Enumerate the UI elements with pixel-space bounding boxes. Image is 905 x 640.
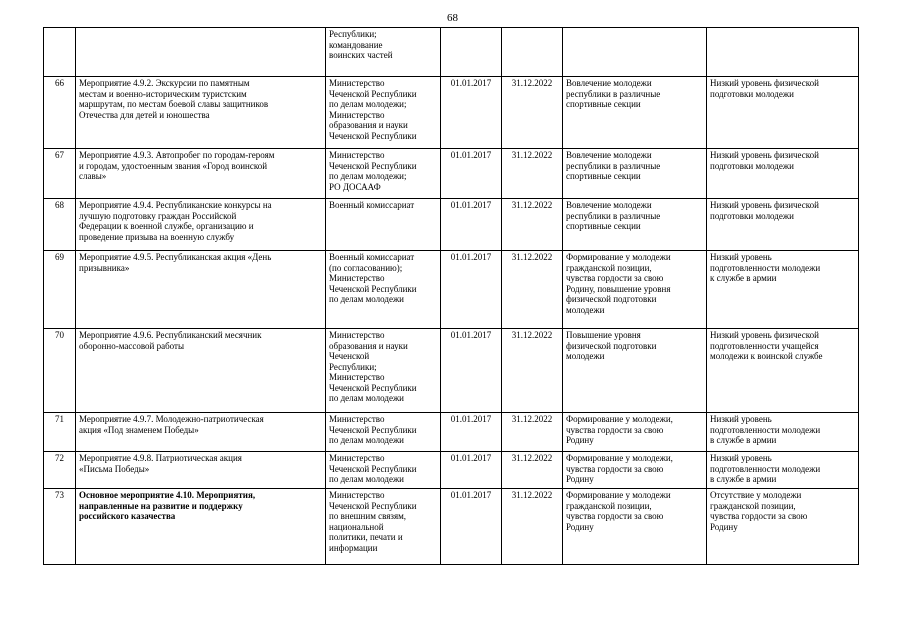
risk-line: Низкий уровень физической	[710, 330, 819, 340]
cell-measure	[76, 251, 326, 329]
result-line: Формирование у молодежи	[566, 252, 671, 262]
cell-number: 69	[44, 251, 76, 329]
table-row	[44, 329, 859, 413]
executor-line: Республики;	[329, 29, 377, 39]
cell-risk	[707, 77, 859, 149]
risk-line: подготовки молодежи	[710, 160, 794, 171]
result-line: Родину, повышение уровня	[566, 283, 671, 294]
result-line: Родину	[566, 435, 594, 445]
cell-result	[563, 149, 707, 199]
executor-line: по делам молодежи	[329, 435, 404, 445]
risk-line: к службе в армии	[710, 273, 777, 283]
result-line: молодежи	[566, 304, 605, 315]
cell-num	[44, 28, 76, 77]
measure-line: маршрутам, по местам боевой славы защитников	[79, 99, 269, 109]
risk-line: подготовки молодежи	[710, 88, 794, 99]
cell-result	[563, 413, 707, 452]
risk-line: гражданской позиции,	[710, 500, 796, 511]
measure-line: акция «Под знаменем Победы»	[79, 424, 199, 435]
risk-line: Низкий уровень физической	[710, 150, 819, 160]
cell-number: 68	[44, 199, 76, 251]
cell-risk	[707, 149, 859, 199]
executor-line: Чеченской Республики	[329, 130, 417, 141]
cell-start-date: 01.01.2017	[441, 329, 502, 413]
result-line: Формирование у молодежи,	[566, 414, 673, 424]
result-line: Родину	[566, 474, 594, 484]
cell-risk	[707, 489, 859, 565]
measure-line: Основное мероприятие 4.10. Мероприятия,	[79, 490, 256, 500]
cell-number: 67	[44, 149, 76, 199]
cell-executor	[326, 149, 441, 199]
risk-line: Отсутствие у молодежи	[710, 490, 802, 500]
executor-line: воинских частей	[329, 50, 393, 60]
cell-start-date: 01.01.2017	[441, 413, 502, 452]
risk-line: подготовки молодежи	[710, 210, 794, 221]
measure-line: лучшую подготовку граждан Российской	[79, 210, 237, 221]
cell-end-date: 31.12.2022	[502, 413, 563, 452]
risk-line: Низкий уровень физической	[710, 78, 819, 88]
cell-start-date: 01.01.2017	[441, 489, 502, 565]
table-row-continuation	[44, 28, 859, 77]
result-line: гражданской позиции,	[566, 500, 652, 511]
cell-measure	[76, 199, 326, 251]
executor-line: Чеченской Республики	[329, 500, 417, 511]
table-row	[44, 77, 859, 149]
executor-line: Чеченской Республики	[329, 283, 417, 294]
measure-line: Мероприятие 4.9.6. Республиканский месячник	[79, 330, 262, 340]
executor-line: (по согласованию);	[329, 262, 403, 273]
measure-line: Мероприятие 4.9.7. Молодежно-патриотическая	[79, 414, 264, 424]
cell-number: 72	[44, 452, 76, 489]
executor-line: Министерство	[329, 453, 385, 463]
measure-line: Мероприятие 4.9.3. Автопробег по городам-героям	[79, 150, 275, 160]
cell-result	[563, 489, 707, 565]
executor-line: РО ДОСААФ	[329, 181, 381, 192]
measure-line: Федерации к военной службе, организацию и	[79, 221, 254, 231]
cell-executor	[326, 329, 441, 413]
cell-start-date	[441, 28, 502, 77]
cell-number: 73	[44, 489, 76, 565]
executor-line: Министерство	[329, 372, 385, 382]
cell-measure	[76, 489, 326, 565]
measure-line: оборонно-массовой работы	[79, 340, 185, 351]
cell-start-date: 01.01.2017	[441, 149, 502, 199]
cell-executor	[326, 77, 441, 149]
risk-line: Низкий уровень	[710, 252, 772, 262]
cell-number: 66	[44, 77, 76, 149]
result-line: гражданской позиции,	[566, 262, 652, 273]
cell-executor	[326, 28, 441, 77]
cell-risk	[707, 199, 859, 251]
risk-line: Низкий уровень	[710, 414, 772, 424]
cell-executor	[326, 489, 441, 565]
measure-line: Мероприятие 4.9.2. Экскурсии по памятным	[79, 78, 250, 88]
executor-line: по делам молодежи;	[329, 99, 407, 109]
result-line: Вовлечение молодежи	[566, 78, 652, 88]
result-line: чувства гордости за свою	[566, 463, 664, 474]
executor-line: Чеченской Республики	[329, 88, 417, 99]
executor-line: Чеченской Республики	[329, 463, 417, 474]
executor-line: Министерство	[329, 109, 385, 120]
measure-line: «Письма Победы»	[79, 463, 150, 474]
table-row	[44, 413, 859, 452]
result-line: спортивные секции	[566, 171, 641, 181]
program-measures-table	[43, 27, 859, 565]
measure-line: Мероприятие 4.9.8. Патриотическая акция	[79, 453, 242, 463]
measure-line: проведение призыва на военную службу	[79, 231, 235, 242]
executor-line: по делам молодежи	[329, 474, 404, 484]
cell-end-date: 31.12.2022	[502, 251, 563, 329]
executor-line: по делам молодежи	[329, 294, 404, 304]
cell-result	[563, 199, 707, 251]
executor-line: Министерство	[329, 150, 385, 160]
cell-risk	[707, 413, 859, 452]
executor-line: образования и науки	[329, 340, 408, 351]
result-line: Формирование у молодежи,	[566, 453, 673, 463]
risk-line: в службе в армии	[710, 474, 777, 484]
cell-measure	[76, 329, 326, 413]
cell-executor	[326, 413, 441, 452]
risk-line: в службе в армии	[710, 435, 777, 445]
executor-line: Чеченской Республики	[329, 382, 417, 393]
measure-line: Отечества для детей и юношества	[79, 109, 210, 120]
executor-line: Министерство	[329, 273, 385, 283]
cell-risk	[707, 28, 859, 77]
risk-line: Низкий уровень	[710, 453, 772, 463]
risk-line: чувства гордости за свою	[710, 511, 808, 521]
executor-line: Чеченской Республики	[329, 424, 417, 435]
measure-line: местам и военно-историческим туристским	[79, 88, 247, 99]
cell-result	[563, 77, 707, 149]
executor-line: Республики;	[329, 361, 377, 372]
result-line: физической подготовки	[566, 294, 657, 304]
result-line: республики в различные	[566, 160, 661, 171]
executor-line: образования и науки	[329, 120, 408, 130]
cell-end-date: 31.12.2022	[502, 489, 563, 565]
executor-line: по делам молодежи	[329, 393, 404, 403]
result-line: молодежи	[566, 351, 605, 361]
cell-measure	[76, 77, 326, 149]
cell-result	[563, 452, 707, 489]
measure-line: российского казачества	[79, 511, 176, 521]
result-line: республики в различные	[566, 210, 661, 221]
executor-line: командование	[329, 39, 383, 50]
executor-line: Военный комиссариат	[329, 200, 415, 210]
result-line: спортивные секции	[566, 221, 641, 231]
cell-end-date: 31.12.2022	[502, 199, 563, 251]
cell-start-date: 01.01.2017	[441, 251, 502, 329]
executor-line: Министерство	[329, 330, 385, 340]
measure-line: Мероприятие 4.9.5. Республиканская акция «День	[79, 252, 272, 262]
cell-measure	[76, 28, 326, 77]
result-line: Вовлечение молодежи	[566, 200, 652, 210]
cell-start-date: 01.01.2017	[441, 199, 502, 251]
measure-line: Мероприятие 4.9.4. Республиканские конкурсы на	[79, 200, 272, 210]
cell-executor	[326, 199, 441, 251]
table-row	[44, 489, 859, 565]
result-line: чувства гордости за свою	[566, 273, 664, 283]
table-row	[44, 149, 859, 199]
result-line: Родину	[566, 521, 594, 532]
cell-measure	[76, 413, 326, 452]
result-line: чувства гордости за свою	[566, 511, 664, 521]
cell-executor	[326, 251, 441, 329]
cell-risk	[707, 251, 859, 329]
cell-start-date: 01.01.2017	[441, 452, 502, 489]
cell-executor	[326, 452, 441, 489]
cell-risk	[707, 329, 859, 413]
executor-line: Министерство	[329, 490, 385, 500]
risk-line: Родину	[710, 521, 738, 532]
cell-measure	[76, 452, 326, 489]
executor-line: Министерство	[329, 414, 385, 424]
cell-result	[563, 251, 707, 329]
cell-result	[563, 28, 707, 77]
risk-line: молодежи к воинской службе	[710, 351, 823, 361]
risk-line: подготовленности молодежи	[710, 262, 821, 273]
risk-line: подготовленности молодежи	[710, 424, 821, 435]
result-line: республики в различные	[566, 88, 661, 99]
result-line: Вовлечение молодежи	[566, 150, 652, 160]
risk-line: подготовленности молодежи	[710, 463, 821, 474]
measure-line: призывника»	[79, 262, 130, 273]
table-row	[44, 199, 859, 251]
cell-start-date: 01.01.2017	[441, 77, 502, 149]
result-line: физической подготовки	[566, 340, 657, 351]
cell-end-date: 31.12.2022	[502, 149, 563, 199]
cell-measure	[76, 149, 326, 199]
cell-risk	[707, 452, 859, 489]
cell-number: 71	[44, 413, 76, 452]
executor-line: Военный комиссариат	[329, 252, 415, 262]
measure-line: славы»	[79, 171, 107, 181]
executor-line: по делам молодежи;	[329, 171, 407, 181]
measure-line: и городам, удостоенным звания «Город воинской	[79, 160, 268, 171]
result-line: Формирование у молодежи	[566, 490, 671, 500]
table-row	[44, 452, 859, 489]
risk-line: подготовленности учащейся	[710, 340, 819, 351]
result-line: спортивные секции	[566, 99, 641, 109]
executor-line: национальной	[329, 521, 384, 532]
table-row	[44, 251, 859, 329]
risk-line: Низкий уровень физической	[710, 200, 819, 210]
cell-end-date: 31.12.2022	[502, 452, 563, 489]
cell-end-date	[502, 28, 563, 77]
executor-line: Чеченской Республики	[329, 160, 417, 171]
measure-line: направленные на развитие и поддержку	[79, 500, 243, 511]
cell-end-date: 31.12.2022	[502, 77, 563, 149]
executor-line: по внешним связям,	[329, 511, 407, 521]
result-line: чувства гордости за свою	[566, 424, 664, 435]
cell-result	[563, 329, 707, 413]
executor-line: политики, печати и	[329, 532, 403, 542]
executor-line: информации	[329, 542, 378, 553]
cell-end-date: 31.12.2022	[502, 329, 563, 413]
cell-number: 70	[44, 329, 76, 413]
executor-line: Министерство	[329, 78, 385, 88]
executor-line: Чеченской	[329, 351, 370, 361]
result-line: Повышение уровня	[566, 330, 641, 340]
page-number: 68	[447, 12, 458, 24]
